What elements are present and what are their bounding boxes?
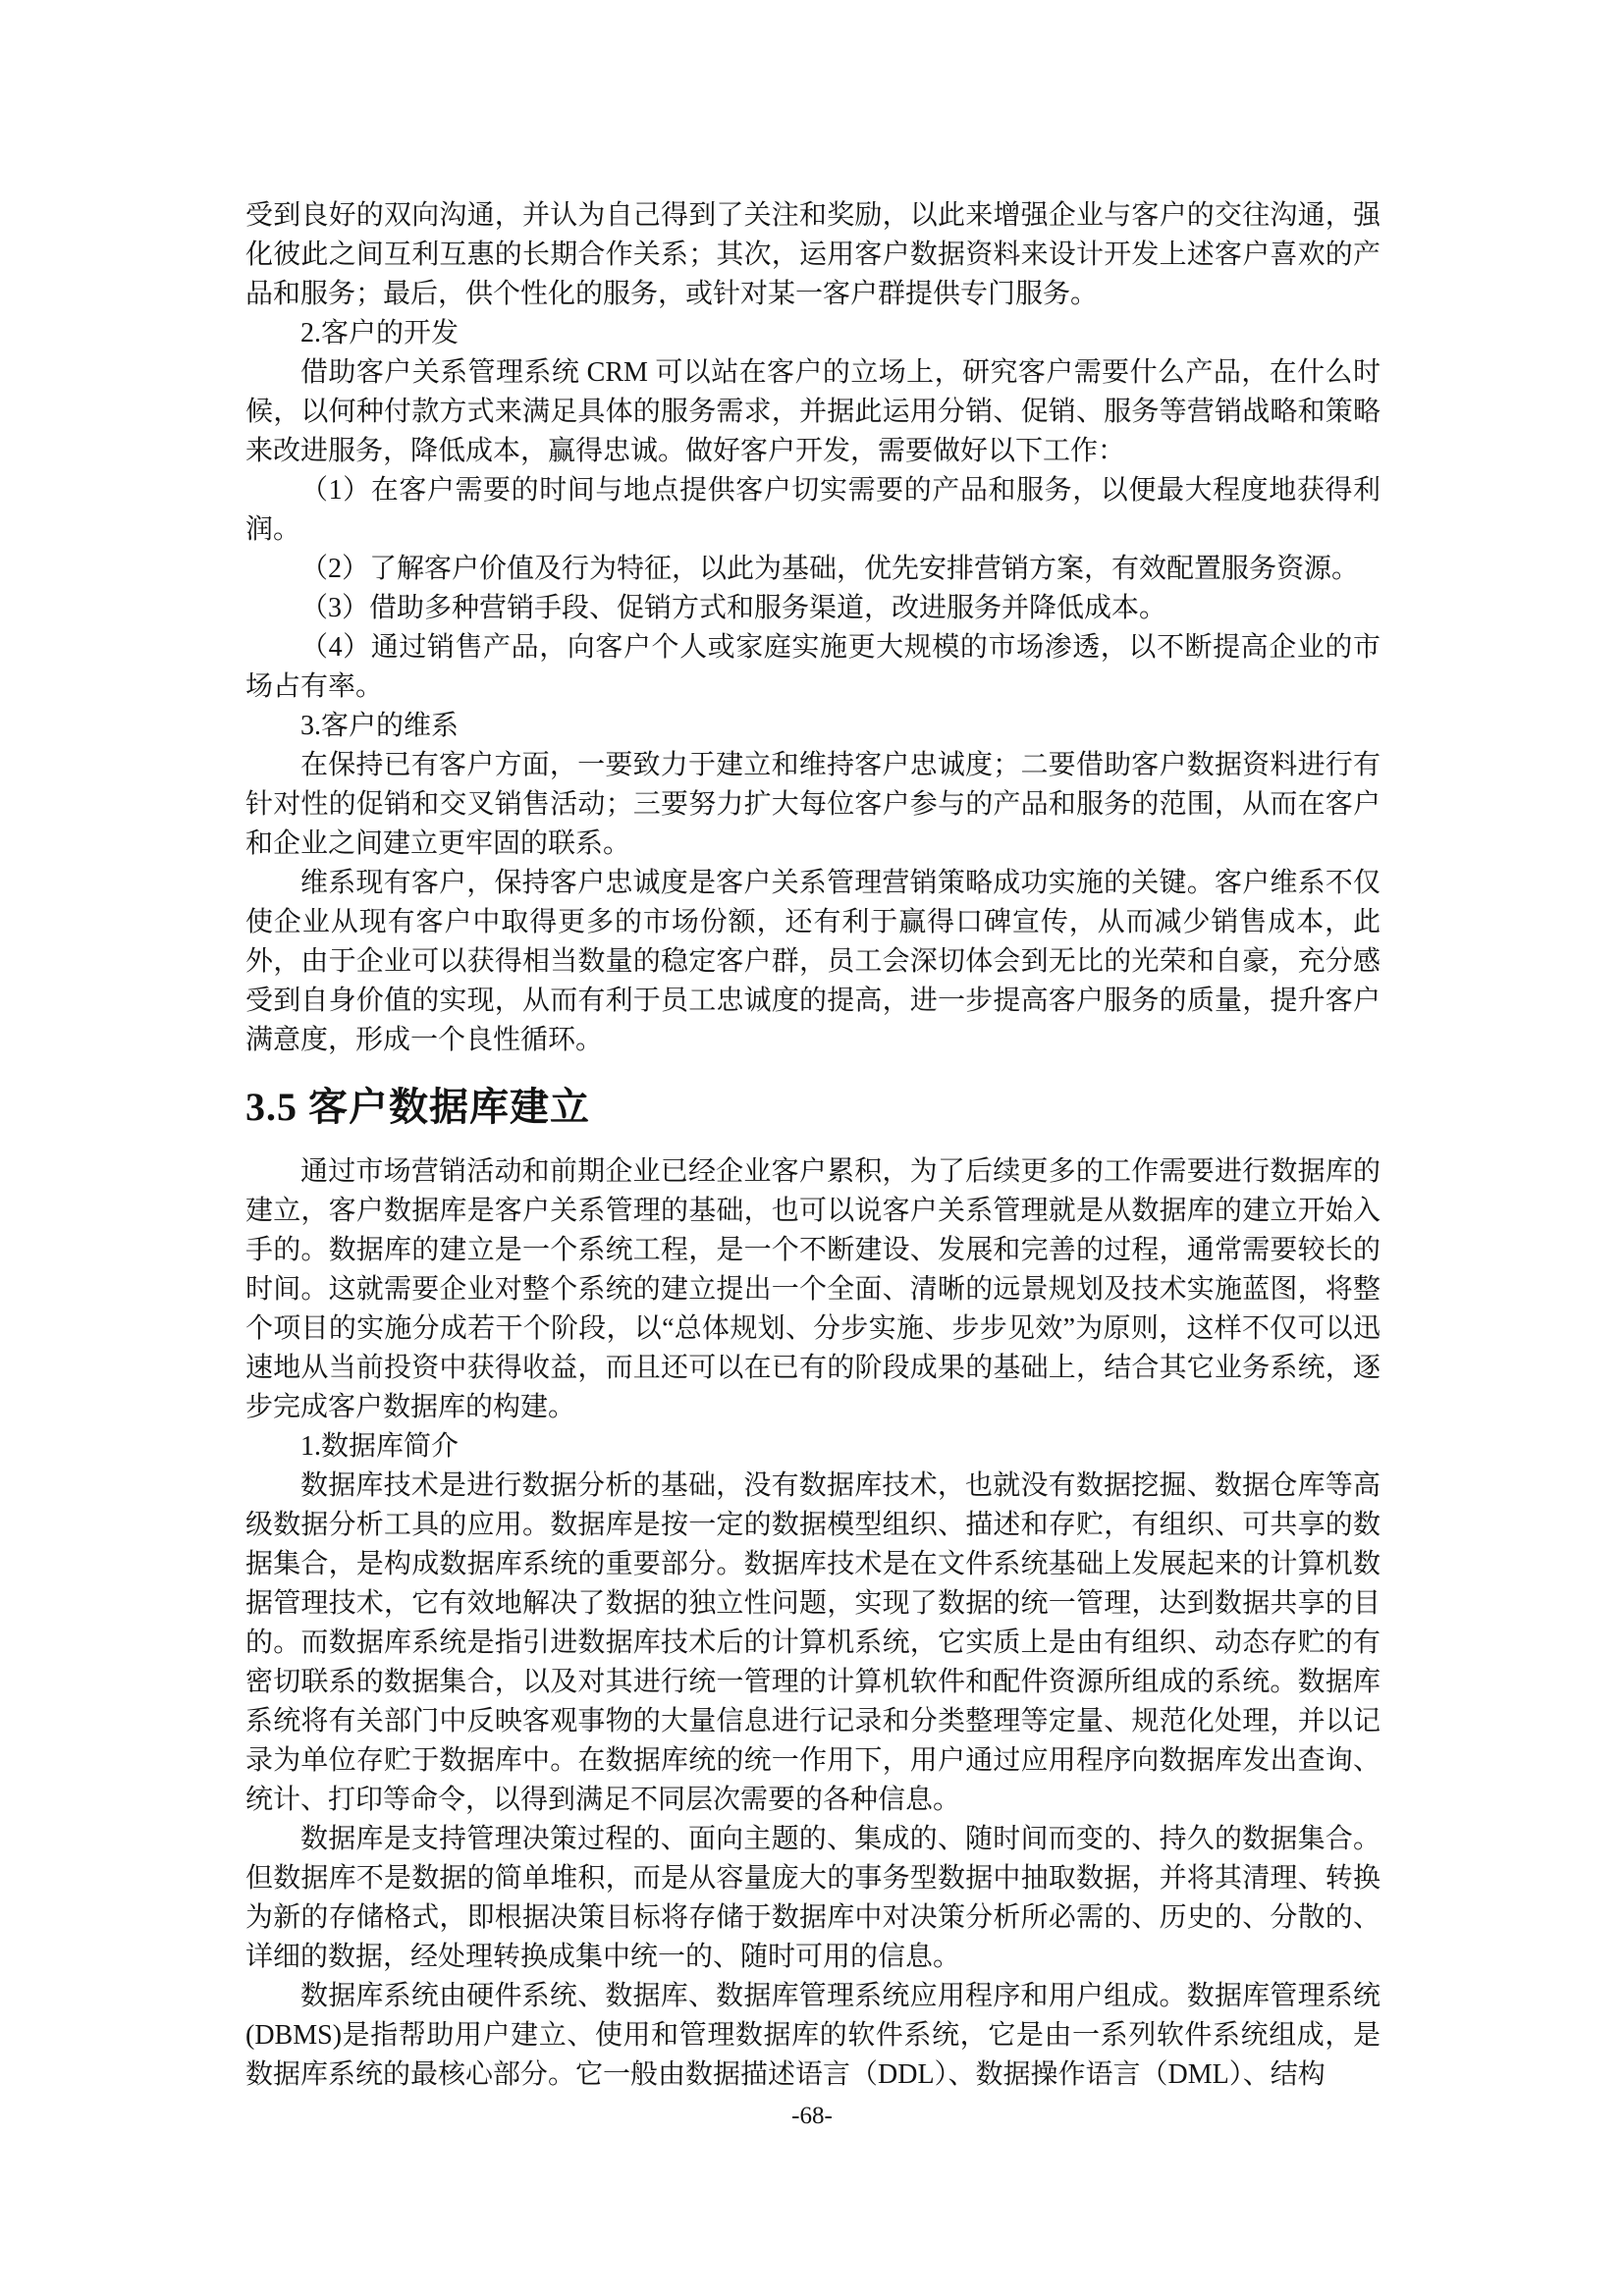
sub-heading: 3.客户的维系 [300,711,460,741]
paragraph: 维系现有客户，保持客户忠诚度是客户关系管理营销策略成功实施的关键。客户维系不仅使企业从现有客户中取得更多的市场份额，还有利于赢得口碑宣传，从而减少销售成本，此外，由于企业可以获得相当数量的稳定客户群，员工会深切体会到无比的光荣和自豪，充分感受到自身价值的实现，从而有利于员工忠诚度的提高，进一步提高客户服务的质量，提升客户满意度，形成一个良性循环。 [245,868,1380,1055]
section-heading: 3.5 客户数据库建立 [245,1085,590,1129]
page-number: -68- [791,2103,833,2129]
text-content [245,196,1380,2095]
paragraph: 通过市场营销活动和前期企业已经企业客户累积，为了后续更多的工作需要进行数据库的建立，客户数据库是客户关系管理的基础，也可以说客户关系管理就是从数据库的建立开始入手的。数据库的建立是一个系统工程，是一个不断建设、发展和完善的过程，通常需要较长的时间。这就需要企业对整个系统的建立提出一个全面、清晰的远景规划及技术实施蓝图，将整个项目的实施分成若干个阶段，以“总体规划、分步实施、步步见效”为原则，这样不仅可以迅速地从当前投资中获得收益，而且还可以在已有的阶段成果的基础上，结合其它业务系统，逐步完成客户数据库的构建。 [245,1156,1380,1422]
list-item-paragraph: （3）借助多种营销手段、促销方式和服务渠道，改进服务并降低成本。 [300,593,1167,623]
sub-heading: 1.数据库简介 [300,1431,460,1462]
paragraph: 数据库技术是进行数据分析的基础，没有数据库技术，也就没有数据挖掘、数据仓库等高级数据分析工具的应用。数据库是按一定的数据模型组织、描述和存贮，有组织、可共享的数据集合，是构成数据库系统的重要部分。数据库技术是在文件系统基础上发展起来的计算机数据管理技术，它有效地解决了数据的独立性问题，实现了数据的统一管理，达到数据共享的目的。而数据库系统是指引进数据库技术后的计算机系统，它实质上是由有组织、动态存贮的有密切联系的数据集合，以及对其进行统一管理的计算机软件和配件资源所组成的系统。数据库系统将有关部门中反映客观事物的大量信息进行记录和分类整理等定量、规范化处理，并以记录为单位存贮于数据库中。在数据库统的统一作用下，用户通过应用程序向数据库发出查询、统计、打印等命令，以得到满足不同层次需要的各种信息。 [245,1470,1380,1815]
list-item-paragraph: （2）了解客户价值及行为特征，以此为基础，优先安排营销方案，有效配置服务资源。 [300,554,1360,584]
list-item-paragraph: （4）通过销售产品，向客户个人或家庭实施更大规模的市场渗透，以不断提高企业的市场占有率。 [245,632,1380,702]
paragraph: 在保持已有客户方面，一要致力于建立和维持客户忠诚度；二要借助客户数据资料进行有针对性的促销和交叉销售活动；三要努力扩大每位客户参与的产品和服务的范围，从而在客户和企业之间建立更牢固的联系。 [245,750,1380,859]
sub-heading: 2.客户的开发 [300,318,460,348]
paragraph: 借助客户关系管理系统 CRM 可以站在客户的立场上，研究客户需要什么产品，在什么时候，以何种付款方式来满足具体的服务需求，并据此运用分销、促销、服务等营销战略和策略来改进服务，降低成本，赢得忠诚。做好客户开发，需要做好以下工作： [245,357,1380,466]
page-footer [0,2103,1624,2130]
paragraph: 数据库系统由硬件系统、数据库、数据库管理系统应用程序和用户组成。数据库管理系统(DBMS)是指帮助用户建立、使用和管理数据库的软件系统，它是由一系列软件系统组成，是数据库系统的最核心部分。它一般由数据描述语言（DDL）、数据操作语言（DML）、结构 [245,1981,1380,2090]
paragraph: 数据库是支持管理决策过程的、面向主题的、集成的、随时间而变的、持久的数据集合。但数据库不是数据的简单堆积，而是从容量庞大的事务型数据中抽取数据，并将其清理、转换为新的存储格式，即根据决策目标将存储于数据库中对决策分析所必需的、历史的、分散的、详细的数据，经处理转换成集中统一的、随时可用的信息。 [245,1824,1380,1972]
paragraph-continuation: 受到良好的双向沟通，并认为自己得到了关注和奖励，以此来增强企业与客户的交往沟通，强化彼此之间互利互惠的长期合作关系；其次，运用客户数据资料来设计开发上述客户喜欢的产品和服务；最后，供个性化的服务，或针对某一客户群提供专门服务。 [245,200,1380,309]
list-item-paragraph: （1）在客户需要的时间与地点提供客户切实需要的产品和服务，以便最大程度地获得利润。 [245,475,1380,545]
